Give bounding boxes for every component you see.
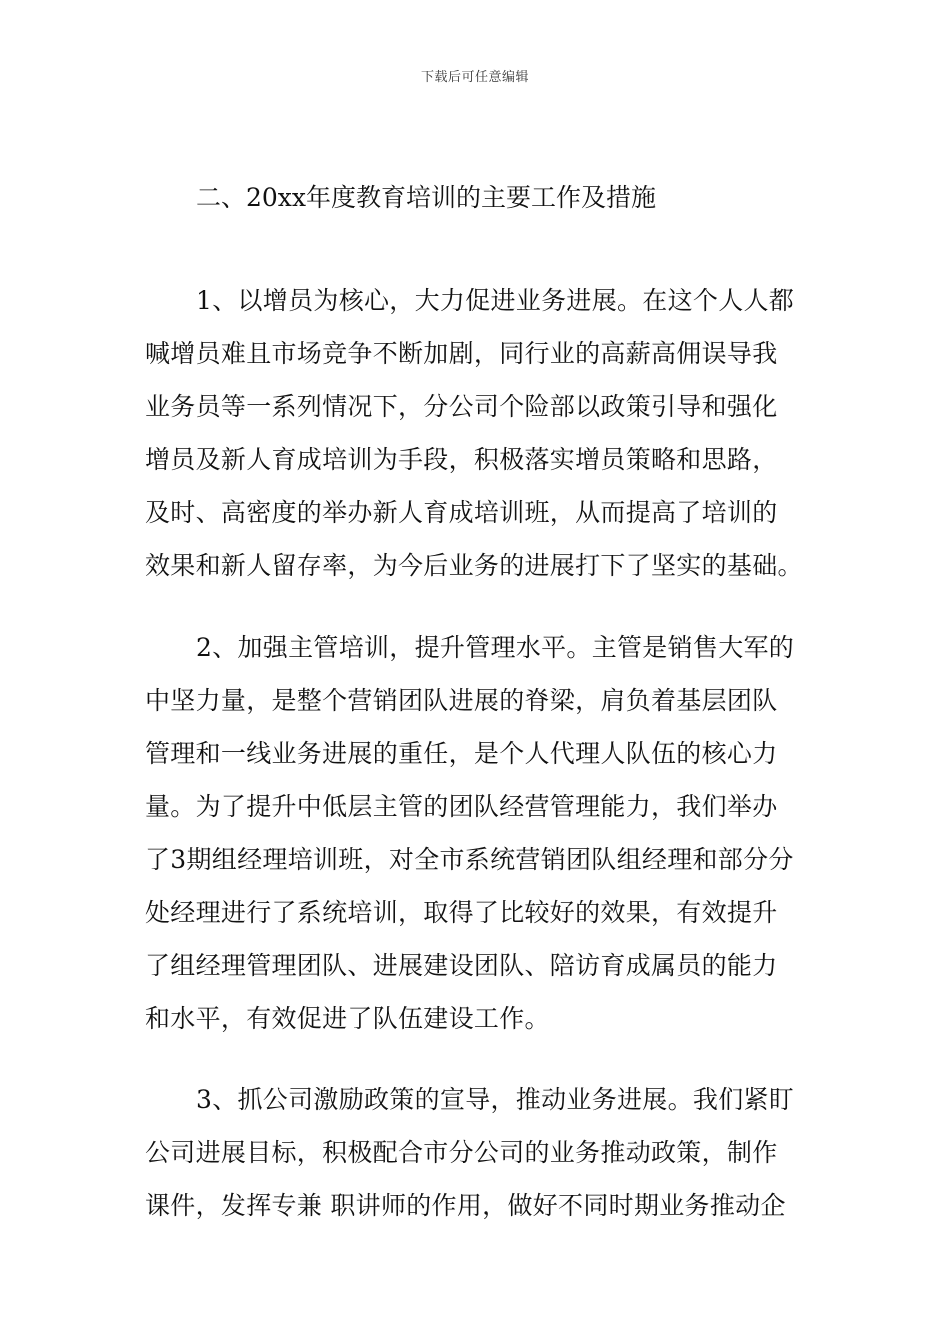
paragraph-line: 公司进展目标，积极配合市分公司的业务推动政策，制作 bbox=[145, 1138, 778, 1167]
paragraph-line: 2、加强主管培训，提升管理水平。主管是销售大军的 bbox=[196, 633, 795, 662]
paragraph-line: 管理和一线业务进展的重任，是个人代理人队伍的核心力 bbox=[145, 739, 778, 768]
paragraph-2 bbox=[145, 621, 807, 1045]
paragraph-line: 喊增员难且市场竞争不断加剧，同行业的高薪高佣误导我 bbox=[145, 339, 778, 368]
paragraph-line: 了3期组经理培训班，对全市系统营销团队组经理和部分分 bbox=[145, 845, 794, 874]
paragraph-line: 3、抓公司激励政策的宣导，推动业务进展。我们紧盯 bbox=[196, 1085, 795, 1114]
paragraph-line: 及时、高密度的举办新人育成培训班，从而提高了培训的 bbox=[145, 498, 778, 527]
paragraph-line: 增员及新人育成培训为手段，积极落实增员策略和思路， bbox=[145, 445, 778, 474]
paragraph-line: 和水平，有效促进了队伍建设工作。 bbox=[145, 1004, 550, 1033]
paragraph-line: 效果和新人留存率，为今后业务的进展打下了坚实的基础。 bbox=[145, 551, 803, 580]
paragraph-line: 业务员等一系列情况下，分公司个险部以政策引导和强化 bbox=[145, 392, 778, 421]
paragraph-3 bbox=[145, 1073, 807, 1232]
paragraph-line: 1、以增员为核心，大力促进业务进展。在这个人人都 bbox=[196, 286, 795, 315]
paragraph-line: 量。为了提升中低层主管的团队经营管理能力，我们举办 bbox=[145, 792, 778, 821]
section-heading: 二、20xx年度教育培训的主要工作及措施 bbox=[196, 183, 657, 212]
paragraph-line: 了组经理管理团队、进展建设团队、陪访育成属员的能力 bbox=[145, 951, 778, 980]
paragraph-1 bbox=[145, 274, 807, 592]
paragraph-line: 中坚力量，是整个营销团队进展的脊梁，肩负着基层团队 bbox=[145, 686, 778, 715]
paragraph-line: 课件，发挥专兼 职讲师的作用，做好不同时期业务推动企 bbox=[145, 1191, 786, 1220]
paragraph-line: 处经理进行了系统培训，取得了比较好的效果，有效提升 bbox=[145, 898, 778, 927]
header-note: 下载后可任意编辑 bbox=[420, 70, 529, 85]
